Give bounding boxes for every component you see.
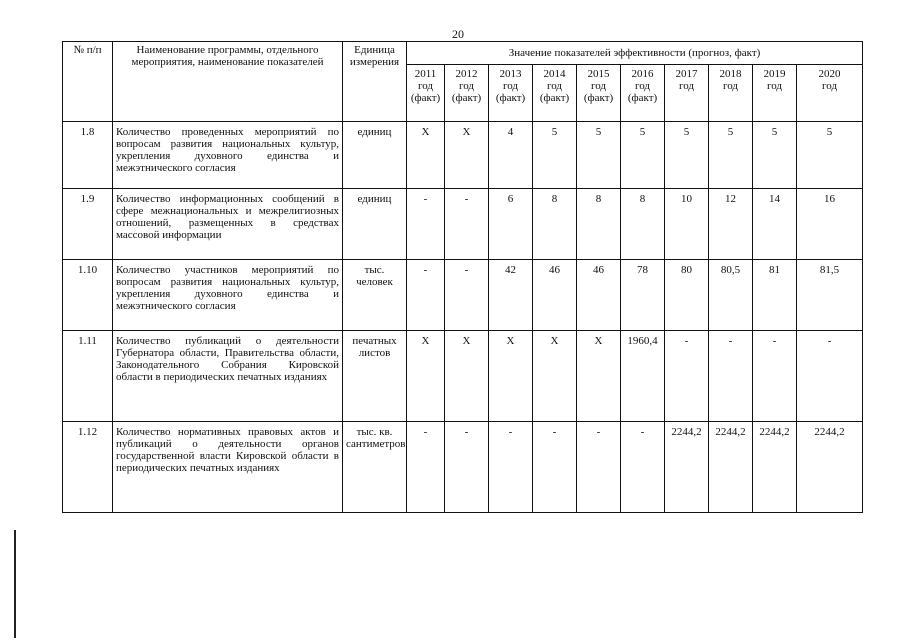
header-year: 2016 год (факт): [621, 65, 665, 122]
scan-edge-line: [14, 530, 16, 638]
value-cell: 78: [621, 260, 665, 331]
value-cell: -: [753, 331, 797, 422]
value-cell: 5: [753, 122, 797, 189]
value-cell: -: [665, 331, 709, 422]
header-values-group: Значение показателей эффективности (прогноз, факт): [407, 42, 863, 65]
value-cell: 6: [489, 189, 533, 260]
value-cell: 2244,2: [665, 422, 709, 513]
value-cell: 2244,2: [753, 422, 797, 513]
value-cell: 8: [577, 189, 621, 260]
header-year: 2020 год: [797, 65, 863, 122]
value-cell: -: [445, 260, 489, 331]
row-indicator-name: Количество нормативных правовых актов и публикаций о деятельности органов государственной власти Кировской области в периодических печатных изданиях: [113, 422, 343, 513]
row-number: 1.10: [63, 260, 113, 331]
table-row: [63, 260, 863, 331]
header-year: 2015 год (факт): [577, 65, 621, 122]
indicators-table: [62, 41, 863, 513]
value-cell: 1960,4: [621, 331, 665, 422]
value-cell: 46: [533, 260, 577, 331]
table-row: [63, 189, 863, 260]
value-cell: 10: [665, 189, 709, 260]
value-cell: -: [445, 422, 489, 513]
table-row: [63, 122, 863, 189]
value-cell: Х: [445, 331, 489, 422]
value-cell: 2244,2: [709, 422, 753, 513]
row-indicator-name: Количество информационных сообщений в сфере межнациональных и межрелигиозных отношений, размещенных в средствах массовой информации: [113, 189, 343, 260]
value-cell: -: [577, 422, 621, 513]
value-cell: 16: [797, 189, 863, 260]
table-row: [63, 422, 863, 513]
value-cell: 80: [665, 260, 709, 331]
value-cell: 5: [577, 122, 621, 189]
header-num: № п/п: [63, 42, 113, 122]
value-cell: -: [407, 189, 445, 260]
header-year: 2019 год: [753, 65, 797, 122]
value-cell: 81: [753, 260, 797, 331]
value-cell: -: [445, 189, 489, 260]
value-cell: Х: [533, 331, 577, 422]
header-year: 2017 год: [665, 65, 709, 122]
value-cell: -: [709, 331, 753, 422]
header-name: Наименование программы, отдельного мероприятия, наименование показателей: [113, 42, 343, 122]
value-cell: 5: [533, 122, 577, 189]
value-cell: Х: [577, 331, 621, 422]
value-cell: Х: [407, 331, 445, 422]
row-unit: тыс. кв. сантиметров: [343, 422, 407, 513]
value-cell: 4: [489, 122, 533, 189]
header-year: 2014 год (факт): [533, 65, 577, 122]
value-cell: 14: [753, 189, 797, 260]
value-cell: Х: [445, 122, 489, 189]
value-cell: -: [407, 260, 445, 331]
row-unit: единиц: [343, 189, 407, 260]
header-year: 2013 год (факт): [489, 65, 533, 122]
value-cell: -: [489, 422, 533, 513]
row-number: 1.11: [63, 331, 113, 422]
row-unit: печатных листов: [343, 331, 407, 422]
value-cell: 2244,2: [797, 422, 863, 513]
row-unit: единиц: [343, 122, 407, 189]
row-indicator-name: Количество проведенных мероприятий по вопросам развития национальных культур, укрепления духовного единства и межэтнического согласия: [113, 122, 343, 189]
value-cell: -: [533, 422, 577, 513]
header-year: 2012 год (факт): [445, 65, 489, 122]
header-unit: Единица измерения: [343, 42, 407, 122]
value-cell: Х: [489, 331, 533, 422]
page-number: 20: [452, 27, 464, 41]
value-cell: 81,5: [797, 260, 863, 331]
header-year: 2018 год: [709, 65, 753, 122]
header-year: 2011 год (факт): [407, 65, 445, 122]
value-cell: 42: [489, 260, 533, 331]
row-indicator-name: Количество участников мероприятий по вопросам развития национальных культур, укрепления духовного единства и межэтнического согласия: [113, 260, 343, 331]
value-cell: 46: [577, 260, 621, 331]
value-cell: 5: [709, 122, 753, 189]
row-unit: тыс. человек: [343, 260, 407, 331]
value-cell: 5: [797, 122, 863, 189]
value-cell: Х: [407, 122, 445, 189]
row-number: 1.9: [63, 189, 113, 260]
row-indicator-name: Количество публикаций о деятельности Губернатора области, Правительства области, Законодательного Собрания Кировской области в периодических печатных изданиях: [113, 331, 343, 422]
value-cell: 12: [709, 189, 753, 260]
table-row: [63, 331, 863, 422]
value-cell: -: [407, 422, 445, 513]
value-cell: 8: [533, 189, 577, 260]
value-cell: -: [621, 422, 665, 513]
value-cell: 5: [665, 122, 709, 189]
row-number: 1.12: [63, 422, 113, 513]
value-cell: 8: [621, 189, 665, 260]
header-row-top: [63, 42, 863, 65]
value-cell: -: [797, 331, 863, 422]
row-number: 1.8: [63, 122, 113, 189]
value-cell: 5: [621, 122, 665, 189]
value-cell: 80,5: [709, 260, 753, 331]
